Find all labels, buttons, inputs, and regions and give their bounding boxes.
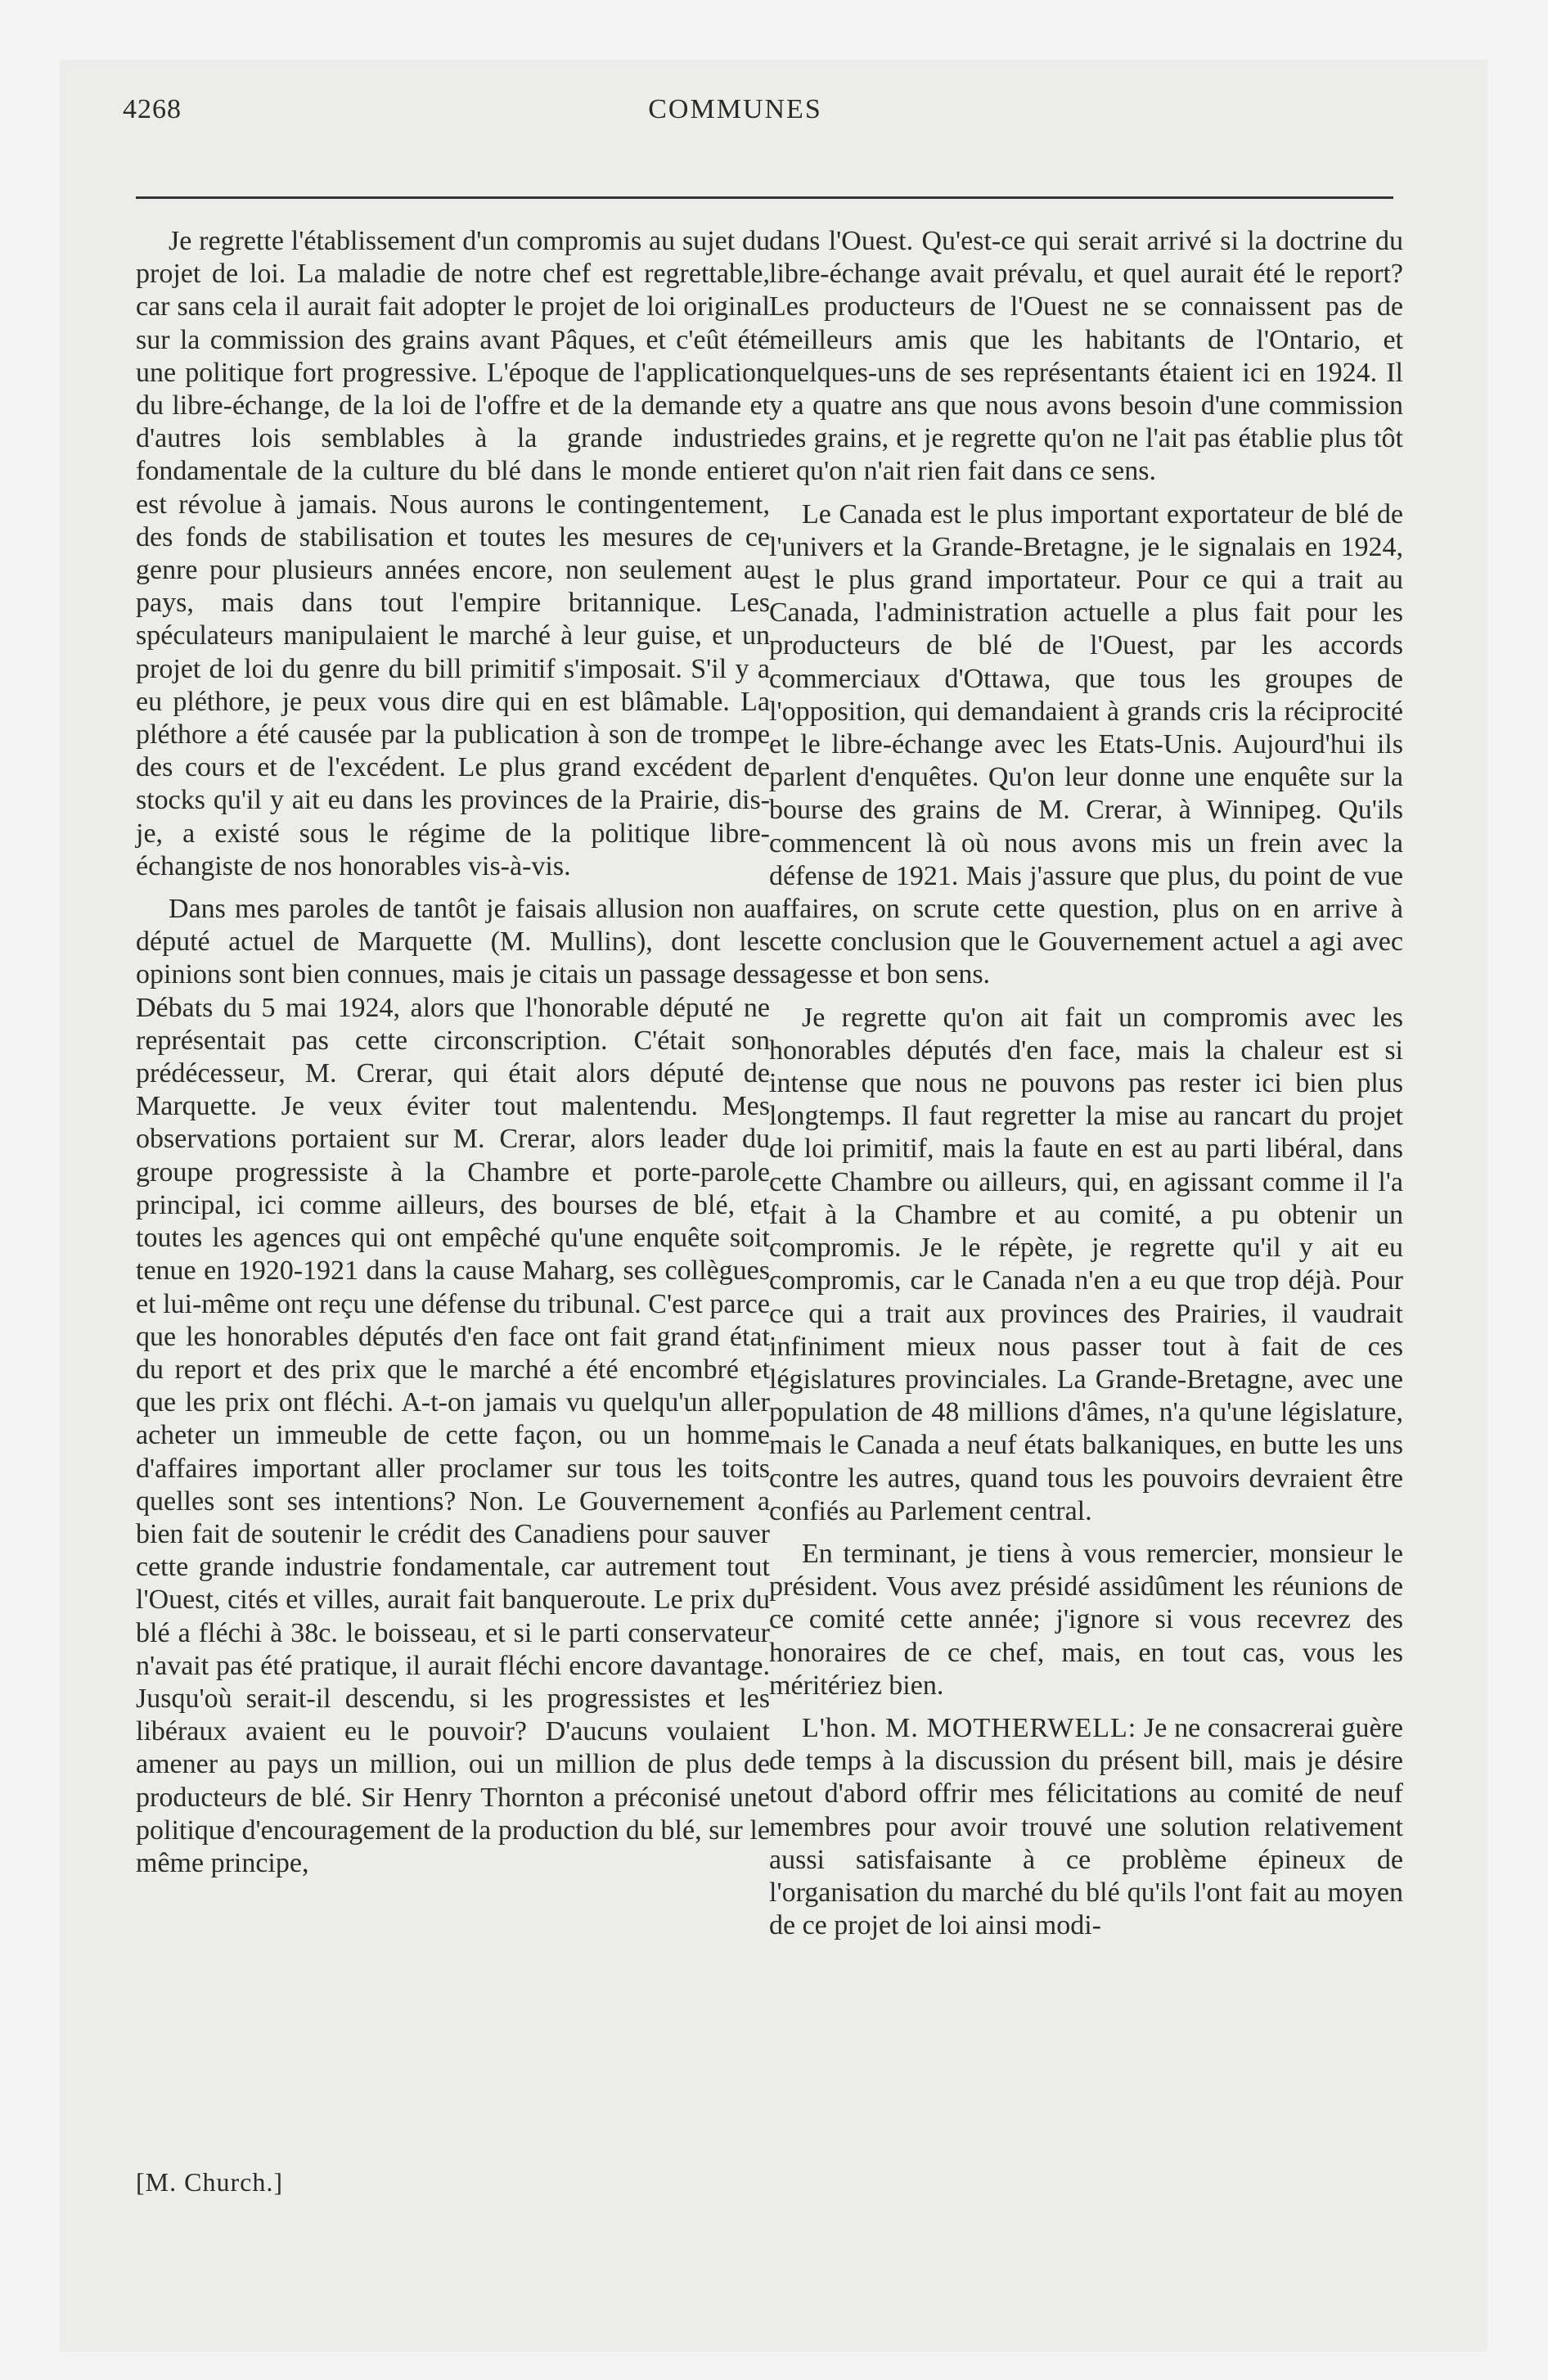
right-column: [769, 225, 1403, 1952]
paragraph: Dans mes paroles de tantôt je faisais allusion non au député actuel de Marquette (M. Mullins), dont les opinions sont bien connues, mais je citais un passage des Débats du 5 mai 1924, alors que l'honorable député ne représentait pas cette circonscription. C'était son prédécesseur, M. Crerar, qui était alors député de Marquette. Je veux éviter tout malentendu. Mes observations portaient sur M. Crerar, alors leader du groupe progressiste à la Chambre et porte-parole principal, ici comme ailleurs, des bourses de blé, et toutes les agences qui ont empêché qu'une enquête soit tenue en 1920-1921 dans la cause Maharg, ses collègues et lui-même ont reçu une défense du tribunal. C'est parce que les honorables députés d'en face ont fait grand état du report et des prix que le marché a été encombré et que les prix ont fléchi. A-t-on jamais vu quelqu'un aller acheter un immeuble de cette façon, ou un homme d'affaires important aller proclamer sur tous les toits quelles sont ses intentions? Non. Le Gouvernement a bien fait de soutenir le crédit des Canadiens pour sauver cette grande industrie fondamentale, car autrement tout l'Ouest, cités et villes, aurait fait banqueroute. Le prix du blé a fléchi à 38c. le boisseau, et si le parti conservateur n'avait pas été pratique, il aurait fléchi encore davantage. Jusqu'où serait-il descendu, si les progressistes et les libéraux avaient eu le pouvoir? D'aucuns voulaient amener au pays un million, oui un million de plus de producteurs de blé. Sir Henry Thornton a préconisé une politique d'encouragement de la production du blé, sur le même principe,: [136, 894, 770, 1878]
page-header: [82, 94, 1388, 135]
paragraph: Je regrette l'établissement d'un compromis au sujet du projet de loi. La maladie de notre chef est regrettable, car sans cela il aurait fait adopter le projet de loi original sur la commission des grains avant Pâques, et c'eût été une politique fort progressive. L'époque de l'application du libre-échange, de la loi de l'offre et de la demande et d'autres lois semblables à la grande industrie fondamentale de la culture du blé dans le monde entier est révolue à jamais. Nous aurons le contingentement, des fonds de stabilisation et toutes les mesures de ce genre pour plusieurs années encore, non seulement au pays, mais dans tout l'empire britannique. Les spéculateurs manipulaient le marché à leur guise, et un projet de loi du genre du bill primitif s'imposait. S'il y a eu pléthore, je peux vous dire qui en est blâmable. La pléthore a été causée par la publication à son de trompe des cours et de l'excédent. Le plus grand excédent de stocks qu'il y ait eu dans les provinces de la Prairie, dis-je, a existé sous le régime de la politique libre-échangiste de nos honorables vis-à-vis.: [136, 226, 770, 881]
left-column: [136, 225, 770, 1890]
footer-attribution: [M. Church.]: [136, 2167, 283, 2197]
paragraph: En terminant, je tiens à vous remercier, monsieur le président. Vous avez présidé assidûment les réunions de ce comité cette année; j'ignore si vous recevrez des honoraires de ce chef, mais, en tout cas, vous les méritériez bien.: [769, 1538, 1403, 1701]
speaker-text: Je ne consacrerai guère de temps à la discussion du présent bill, mais je désire tout d'abord offrir mes félicitations au comité de neuf membres pour avoir trouvé une solution relativement aussi satisfaisante à ce problème épineux de l'organisation du marché du blé qu'ils l'ont fait au moyen de ce projet de loi ainsi modi-: [769, 1712, 1403, 1941]
paragraph: Le Canada est le plus important exportateur de blé de l'univers et la Grande-Bretagne, je le signalais en 1924, est le plus grand importateur. Pour ce qui a trait au Canada, l'administration actuelle a plus fait pour les producteurs de blé de l'Ouest, par les accords commerciaux d'Ottawa, que tous les groupes de l'opposition, qui demandaient à grands cris la réciprocité et le libre-échange avec les Etats-Unis. Aujourd'hui ils parlent d'enquêtes. Qu'on leur donne une enquête sur la bourse des grains de M. Crerar, à Winnipeg. Qu'ils commencent là où nous avons mis un frein avec la défense de 1921. Mais j'assure que plus, du point de vue affaires, on scrute cette question, plus on en arrive à cette conclusion que le Gouvernement actuel a agi avec sagesse et bon sens.: [769, 498, 1403, 990]
header-rule: [136, 196, 1393, 199]
page-number: 4268: [123, 94, 182, 124]
paragraph-continuation: dans l'Ouest. Qu'est-ce qui serait arrivé si la doctrine du libre-échange avait prévalu, et quel aurait été le report? Les producteurs de l'Ouest ne se connaissent pas de meilleurs amis que les habitants de l'Ontario, et quelques-uns de ses représentants étaient ici en 1924. Il y a quatre ans que nous avons besoin d'une commission des grains, et je regrette qu'on ne l'ait pas établie plus tôt et qu'on n'ait rien fait dans ce sens.: [769, 226, 1403, 487]
running-head: COMMUNES: [648, 94, 822, 124]
speaker-paragraph: [769, 1712, 1403, 1942]
speaker-name: L'hon. M. MOTHERWELL:: [802, 1712, 1137, 1743]
paragraph: Je regrette qu'on ait fait un compromis avec les honorables députés d'en face, mais la chaleur est si intense que nous ne pouvons pas rester ici bien plus longtemps. Il faut regretter la mise au rancart du projet de loi primitif, mais la faute en est au parti libéral, dans cette Chambre ou ailleurs, qui, en agissant comme il l'a fait à la Chambre et au comité, a pu obtenir un compromis. Je le répète, je regrette qu'il y ait eu compromis, car le Canada n'en a eu que trop déjà. Pour ce qui a trait aux provinces des Prairies, il vaudrait infiniment mieux nous passer tout à fait de ces législatures provinciales. La Grande-Bretagne, avec une population de 48 millions d'âmes, n'a qu'une législature, mais le Canada a neuf états balkaniques, en butte les uns contre les autres, quand tous les pouvoirs devraient être confiés au Parlement central.: [769, 1002, 1403, 1526]
